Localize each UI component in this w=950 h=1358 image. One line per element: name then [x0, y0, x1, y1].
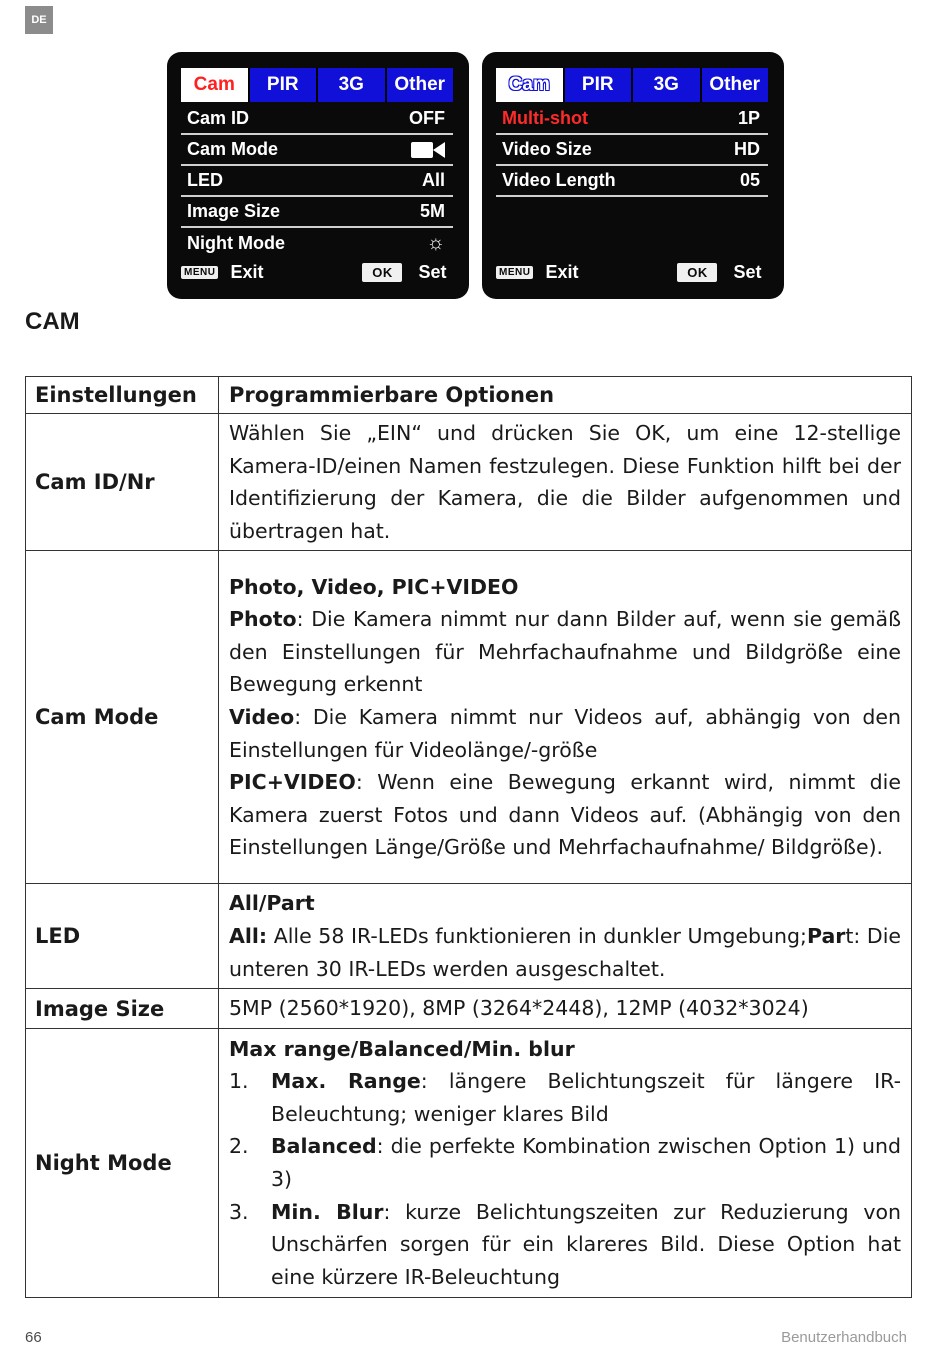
- menu-row-night-mode: [181, 228, 453, 259]
- camera-menu-list: [181, 104, 453, 260]
- setting-description: [219, 551, 912, 884]
- option-term: PIC+VIDEO: [229, 770, 356, 795]
- language-badge: DE: [25, 6, 53, 34]
- tab-3g: 3G: [318, 68, 387, 102]
- tab-3g: 3G: [633, 68, 702, 102]
- option-pic-video: [229, 766, 901, 864]
- camera-screen-multishot-settings: [482, 52, 784, 299]
- list-item: [229, 1065, 901, 1130]
- light-bulb-icon: ☼: [426, 232, 445, 254]
- list-number: 2.: [229, 1134, 249, 1159]
- menu-row-label: Video Length: [502, 170, 616, 190]
- setting-name: LED: [26, 884, 219, 989]
- setting-description: [219, 1028, 912, 1297]
- option-photo: [229, 603, 901, 701]
- column-header-options: Programmierbare Optionen: [219, 377, 912, 414]
- list-item: [229, 1130, 901, 1195]
- page-number: 66: [25, 1329, 42, 1346]
- option-term: Min. Blur: [271, 1199, 384, 1224]
- set-label: Set: [418, 261, 447, 282]
- column-header-settings: Einstellungen: [26, 377, 219, 414]
- table-row-led: [26, 884, 912, 989]
- option-text: : Die Kamera nimmt nur dann Bilder auf, wenn sie gemäß den Einstellungen für Mehrfachaufnahme und Bildgröße eine Bewegung erkennt: [229, 607, 901, 697]
- menu-key: MENU: [496, 266, 533, 279]
- menu-row-value: All: [421, 170, 445, 190]
- table-row-image-size: [26, 989, 912, 1029]
- camera-menu-tabs: [496, 68, 768, 102]
- camera-menu-footer: [496, 258, 768, 286]
- option-term: Par: [806, 924, 846, 949]
- menu-row-video-size: [496, 135, 768, 166]
- ok-key: OK: [677, 263, 717, 282]
- exit-label: Exit: [545, 261, 579, 282]
- tab-pir: PIR: [565, 68, 634, 102]
- menu-row-cam-id: [181, 104, 453, 135]
- option-term: All:: [229, 924, 268, 949]
- camera-screen-cam-settings: [167, 52, 469, 299]
- option-text: : Wenn eine Bewegung erkannt wird, nimmt die Kamera zuerst Fotos und dann Videos auf. (Abhängig von den Einstellungen Länge/Größe und Mehrfachaufnahme/ Bildgröße).: [229, 770, 901, 860]
- option-text: Alle 58 IR-LEDs funktionieren in dunkler Umgebung;: [267, 924, 807, 949]
- list-number: 1.: [229, 1069, 249, 1094]
- setting-name: Cam Mode: [26, 551, 219, 884]
- camera-menu-tabs: [181, 68, 453, 102]
- section-title: CAM: [25, 308, 80, 335]
- menu-row-led: [181, 166, 453, 197]
- tab-cam: Cam: [496, 68, 565, 102]
- menu-row-label: Cam Mode: [187, 139, 279, 159]
- setting-description: 5MP (2560*1920), 8MP (3264*2448), 12MP (4032*3024): [219, 989, 912, 1029]
- option-video: [229, 701, 901, 766]
- settings-table: [25, 376, 912, 1298]
- option-text: : kurze Belichtungszeiten zur Reduzierung von Unschärfen sorgen für ein klareres Bild. Diese Option hat eine kürzere IR-Beleuchtung: [271, 1199, 901, 1289]
- table-header-row: [26, 377, 912, 414]
- table-row-cam-id: [26, 414, 912, 551]
- menu-row-value: HD: [734, 139, 760, 159]
- option-text: : Die Kamera nimmt nur Videos auf, abhängig von den Einstellungen für Videolänge/-größe: [229, 705, 901, 762]
- menu-row-value: OFF: [409, 108, 445, 128]
- menu-row-label: Multi-shot: [502, 108, 588, 128]
- menu-row-label: LED: [187, 170, 223, 190]
- option-term: Max. Range: [271, 1069, 421, 1094]
- tab-pir: PIR: [250, 68, 319, 102]
- options-line: Photo, Video, PIC+VIDEO: [229, 574, 519, 599]
- setting-name: Image Size: [26, 989, 219, 1029]
- tab-other: Other: [709, 74, 761, 95]
- menu-row-cam-mode: [181, 135, 453, 166]
- menu-row-value: 1P: [737, 108, 760, 128]
- setting-description: [219, 884, 912, 989]
- menu-row-value: 05: [739, 170, 760, 190]
- option-term: Balanced: [271, 1134, 377, 1159]
- option-term: Video: [229, 705, 295, 730]
- option-term: Photo: [229, 607, 297, 632]
- menu-key: MENU: [181, 266, 218, 279]
- option-text: : die perfekte Kombination zwischen Option 1) und 3): [271, 1134, 901, 1191]
- menu-row-label: Image Size: [187, 201, 281, 221]
- menu-row-label: Video Size: [502, 139, 592, 159]
- set-label: Set: [733, 261, 762, 282]
- option-text: : längere Belichtungszeit für längere IR-Beleuchtung; weniger klares Bild: [271, 1069, 901, 1126]
- ok-key: OK: [362, 263, 402, 282]
- tab-other: Other: [394, 74, 446, 95]
- setting-description: Wählen Sie „EIN“ und drücken Sie OK, um eine 12-stellige Kamera-ID/einen Namen festzulegen. Diese Funktion hilft bei der Identifizierung der Kamera, die die Bilder aufgenommen und übertragen hat.: [219, 414, 912, 551]
- option-text: t: Die unteren 30 IR-LEDs werden ausgeschaltet.: [229, 924, 901, 981]
- menu-row-video-length: [496, 166, 768, 197]
- setting-name: Night Mode: [26, 1028, 219, 1297]
- setting-name: Cam ID/Nr: [26, 414, 219, 551]
- menu-row-label: Night Mode: [187, 233, 285, 253]
- manual-title: Benutzerhandbuch: [781, 1329, 907, 1346]
- menu-row-multi-shot: [496, 104, 768, 135]
- options-line: Max range/Balanced/Min. blur: [229, 1036, 575, 1061]
- video-camera-icon: [411, 140, 445, 160]
- menu-row-image-size: [181, 197, 453, 228]
- options-line: All/Part: [229, 891, 315, 916]
- night-mode-options-list: [229, 1065, 901, 1293]
- camera-menu-footer: [181, 258, 453, 286]
- exit-label: Exit: [230, 261, 264, 282]
- camera-menu-list: [496, 104, 768, 260]
- tab-cam: Cam: [181, 68, 250, 102]
- menu-row-value: 5M: [419, 201, 445, 221]
- list-item: [229, 1196, 901, 1294]
- table-row-night-mode: [26, 1028, 912, 1297]
- option-all-part: [229, 920, 901, 985]
- table-row-cam-mode: [26, 551, 912, 884]
- menu-row-label: Cam ID: [187, 108, 250, 128]
- list-number: 3.: [229, 1199, 249, 1224]
